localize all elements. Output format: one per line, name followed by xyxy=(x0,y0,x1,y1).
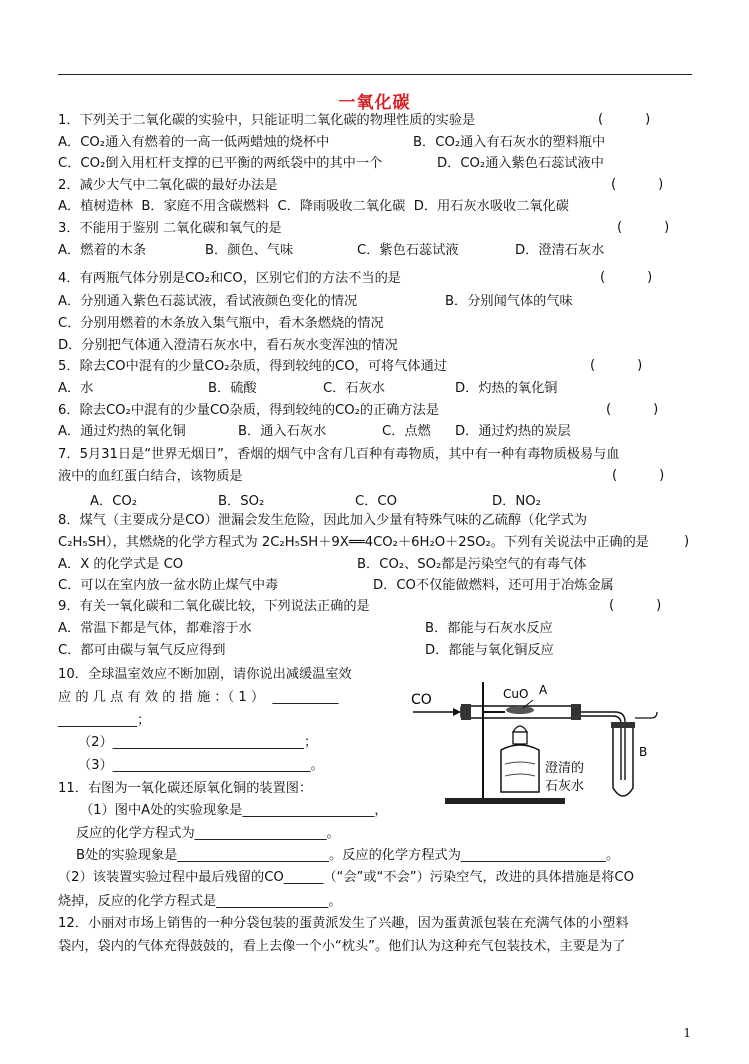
text-line: B．通入石灰水 xyxy=(238,424,327,439)
text-line: 9．有关一氧化碳和二氧化碳比较，下列说法正确的是 xyxy=(58,599,370,614)
text-line: C₂H₅SH），其燃烧的化学方程式为 2C₂H₅SH＋9X══4CO₂＋6H₂O＋2SO₂。下列有关说法中正确的是 xyxy=(58,535,649,550)
text-line: 12．小丽对市场上销售的一种分袋包装的蛋黄派发生了兴趣，因为蛋黄派包装在充满气体的小塑料 xyxy=(58,916,629,931)
label-cuo: CuO xyxy=(503,687,529,701)
text-line: B．分别闻气体的气味 xyxy=(445,294,573,309)
text-line: B．颜色、气味 xyxy=(205,243,294,258)
answer-bracket: ( ) xyxy=(606,402,659,417)
text-line: 烧掉，反应的化学方程式是_________________。 xyxy=(58,894,342,909)
text-line: ____________； xyxy=(58,713,151,728)
text-line: D．灼热的氧化铜 xyxy=(455,381,558,396)
text-line: B．CO₂通入有石灰水的塑料瓶中 xyxy=(413,135,606,150)
text-line: C．紫色石蕊试液 xyxy=(357,243,459,258)
text-line: B．都能与石灰水反应 xyxy=(425,621,553,636)
text-line: A．水 xyxy=(58,381,94,396)
text-line: 10．全球温室效应不断加剧，请你说出减缓温室效 xyxy=(58,667,352,682)
text-line: C．CO xyxy=(355,494,397,509)
answer-bracket: ( ) xyxy=(609,598,662,613)
text-line: 液中的血红蛋白结合，该物质是 xyxy=(58,469,243,484)
text-line: D．澄清石灰水 xyxy=(515,243,605,258)
label-b: B xyxy=(639,745,648,759)
text-line: A．燃着的木条 xyxy=(58,243,147,258)
stopper-right xyxy=(571,704,581,720)
page-number: 1 xyxy=(683,1026,691,1040)
answer-bracket: ( ) xyxy=(611,177,664,192)
text-line: C．可以在室内放一盆水防止煤气中毒 xyxy=(58,578,279,593)
text-line: A．X 的化学式是 CO xyxy=(58,557,184,572)
text-line: D．CO不仅能做燃料，还可用于冶炼金属 xyxy=(373,578,614,593)
text-line: 3．不能用于鉴别 二氧化碳和氧气的是 xyxy=(58,221,282,236)
answer-bracket: ( ) xyxy=(590,358,643,373)
stand-base xyxy=(445,798,565,804)
text-line: 1．下列关于二氧化碳的实验中，只能证明二氧化碳的物理性质的实验是 xyxy=(58,113,476,128)
text-line: C．分别用燃着的木条放入集气瓶中，看木条燃烧的情况 xyxy=(58,316,384,331)
test-tube-stopper xyxy=(611,722,635,728)
text-line: B．CO₂、SO₂都是污染空气的有毒气体 xyxy=(357,557,587,572)
label-limewater-2: 石灰水 xyxy=(545,779,585,794)
text-line: （2）_____________________________； xyxy=(78,735,318,750)
answer-bracket: ( ) xyxy=(612,468,665,483)
text-line: C．石灰水 xyxy=(323,381,385,396)
answer-bracket: ( ) xyxy=(600,270,653,285)
text-line: 6．除去CO₂中混有的少量CO杂质，得到较纯的CO₂的正确方法是 xyxy=(58,403,440,418)
text-line: D．通过灼热的炭层 xyxy=(455,424,571,439)
text-line: 4．有两瓶气体分别是CO₂和CO，区别它们的方法不当的是 xyxy=(58,271,401,286)
text-line: A．植树造林 B．家庭不用含碳燃料 C．降雨吸收二氧化碳 D．用石灰水吸收二氧化碳 xyxy=(58,199,569,214)
text-line: 7．5月31日是“世界无烟日”，香烟的烟气中含有几百种有毒物质，其中有一种有毒物质极易与血 xyxy=(58,447,620,462)
cuo-powder xyxy=(506,706,534,714)
answer-bracket: ) xyxy=(684,534,690,549)
text-line: B．硫酸 xyxy=(208,381,257,396)
page-title: 一氧化碳 xyxy=(338,93,411,113)
text-line: 应 的 几 点 有 效 的 措 施 ：（ 1 ） __________ xyxy=(58,690,339,705)
text-line: D．分别把气体通入澄清石灰水中，看石灰水变浑浊的情况 xyxy=(58,338,398,353)
text-line: C．点燃 xyxy=(382,424,431,439)
burner-neck xyxy=(513,732,527,744)
text-line: B处的实验现象是_______________________。反应的化学方程式为______________________。 xyxy=(76,848,620,863)
text-line: 袋内，袋内的气体充得鼓鼓的，看上去像一个小“枕头”。他们认为这种充气包装技术，主要是为了 xyxy=(58,939,626,954)
alcohol-lamp xyxy=(501,745,539,792)
co-reduction-apparatus xyxy=(405,672,665,812)
label-co: CO xyxy=(411,692,432,708)
text-line: A．CO₂通入有燃着的一高一低两蜡烛的烧杯中 xyxy=(58,135,330,150)
text-line: 8．煤气（主要成分是CO）泄漏会发生危险，因此加入少量有特殊气味的乙硫醇（化学式为 xyxy=(58,513,588,528)
text-line: （2）该装置实验过程中最后残留的CO______（“会”或“不会”）污染空气，改进的具体措施是将CO xyxy=(58,870,635,885)
text-line: 反应的化学方程式为____________________。 xyxy=(76,826,340,841)
text-line: D．CO₂通入紫色石蕊试液中 xyxy=(437,156,604,171)
text-line: A．常温下都是气体，都难溶于水 xyxy=(58,621,252,636)
answer-bracket: ( ) xyxy=(598,112,651,127)
flame xyxy=(513,726,527,732)
text-line: A．分别通入紫色石蕊试液，看试液颜色变化的情况 xyxy=(58,294,358,309)
text-line: 2．减少大气中二氧化碳的最好办法是 xyxy=(58,178,278,193)
text-line: 5．除去CO中混有的少量CO₂杂质，得到较纯的CO，可将气体通过 xyxy=(58,359,447,374)
text-line: D．NO₂ xyxy=(492,494,541,509)
test-tube xyxy=(613,726,633,796)
text-line: D．都能与氧化铜反应 xyxy=(425,643,554,658)
text-line: C．都可由碳与氧气反应得到 xyxy=(58,643,226,658)
text-line: （1）图中A处的实验现象是____________________， xyxy=(80,803,388,818)
label-a: A xyxy=(539,683,548,697)
answer-bracket: ( ) xyxy=(617,220,670,235)
text-line: A．CO₂ xyxy=(90,494,138,509)
label-limewater-1: 澄清的 xyxy=(545,761,585,776)
text-line: B．SO₂ xyxy=(218,494,265,509)
stopper-left xyxy=(461,704,471,720)
header-rule xyxy=(58,74,692,75)
gas-arrow-head xyxy=(453,708,461,716)
text-line: 11．右图为一氧化碳还原氧化铜的装置图： xyxy=(58,781,313,796)
text-line: C．CO₂倒入用杠杆支撑的已平衡的两纸袋中的其中一个 xyxy=(58,156,383,171)
text-line: A．通过灼热的氧化铜 xyxy=(58,424,186,439)
text-line: （3）______________________________。 xyxy=(78,758,324,773)
